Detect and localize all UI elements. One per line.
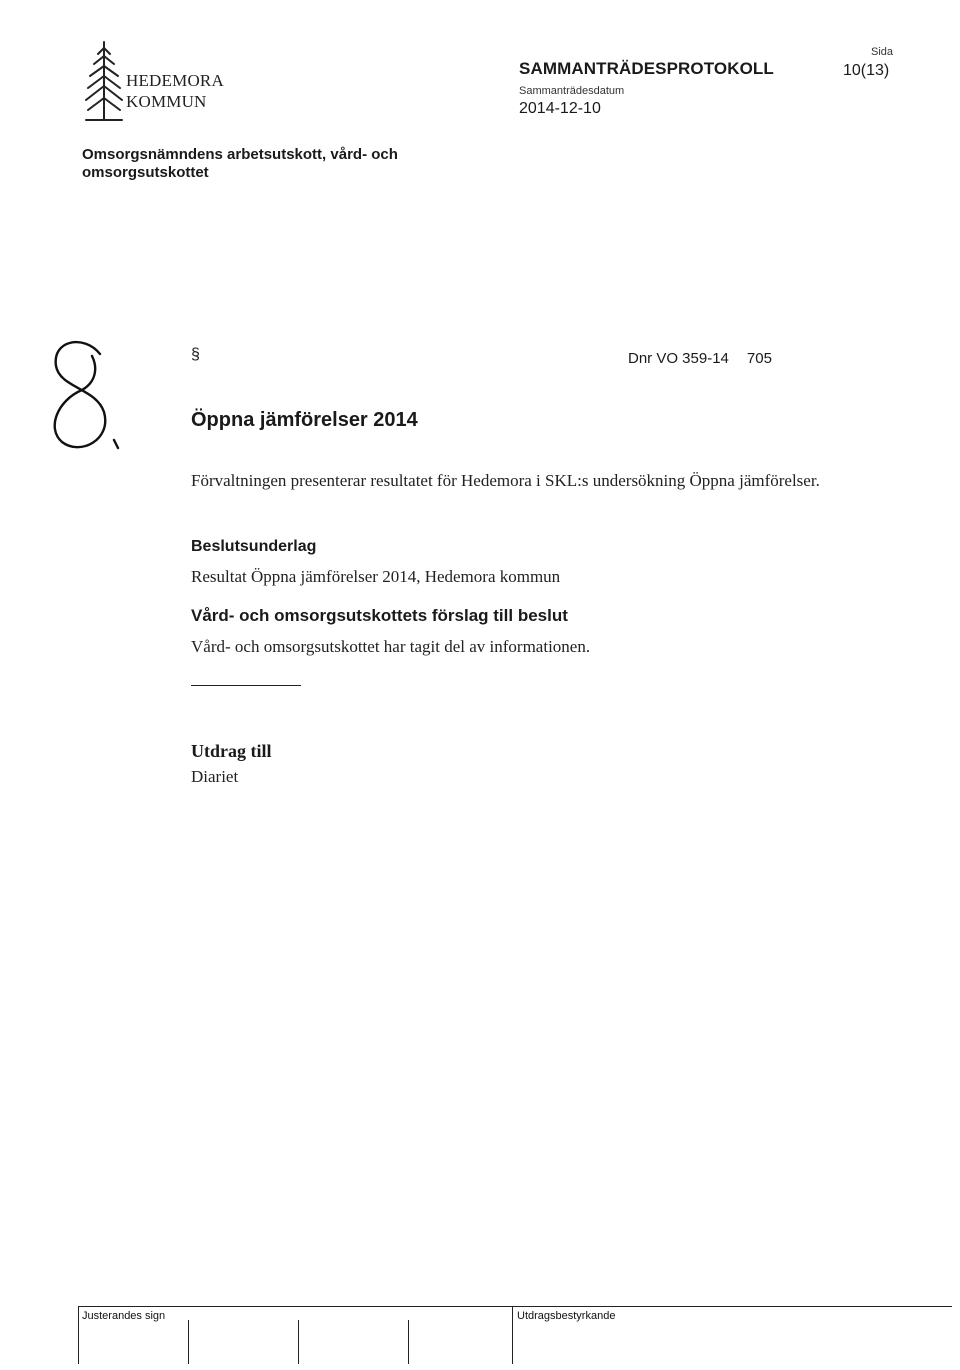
intro-text: Förvaltningen presenterar resultatet för Hedemora i SKL:s undersökning Öppna jämförelser. <box>191 471 820 490</box>
committee-name: Omsorgsnämndens arbetsutskott, vård- och omsorgsutskottet <box>82 146 398 181</box>
date-value: 2014-12-10 <box>519 100 601 117</box>
diary-number <box>628 350 772 367</box>
certify-label: Utdragsbestyrkande <box>517 1310 616 1322</box>
handwritten-number-icon <box>34 332 134 462</box>
footer-line <box>78 1306 952 1307</box>
dnr-label: Dnr VO 359-14 <box>628 350 729 367</box>
date-label: Sammanträdesdatum <box>519 85 625 97</box>
municipality-logo <box>82 38 242 124</box>
proposal-heading: Vård- och omsorgsutskottets förslag till beslut <box>191 606 568 625</box>
page-label: Sida <box>871 46 894 58</box>
justify-label: Justerandes sign <box>82 1310 166 1322</box>
footer-tick <box>408 1320 409 1364</box>
footer-tick <box>188 1320 189 1364</box>
extract-item: Diariet <box>191 767 239 786</box>
pine-tree-icon <box>82 38 126 124</box>
basis-heading: Beslutsunderlag <box>191 538 317 555</box>
dnr-code: 705 <box>746 350 772 367</box>
basis-text: Resultat Öppna jämförelser 2014, Hedemora kommun <box>191 567 561 586</box>
logo-text <box>126 70 224 112</box>
proposal-text: Vård- och omsorgsutskottet har tagit del av informationen. <box>191 637 591 656</box>
paragraph-symbol: § <box>191 346 200 363</box>
footer-box-divider <box>512 1306 513 1364</box>
section-title: Öppna jämförelser 2014 <box>191 409 418 431</box>
logo-line-2: KOMMUN <box>126 92 207 111</box>
divider <box>191 685 301 686</box>
document-type: SAMMANTRÄDESPROTOKOLL <box>519 59 774 78</box>
footer-box-left-edge <box>78 1306 79 1364</box>
logo-line-1: HEDEMORA <box>126 71 224 90</box>
footer-tick <box>298 1320 299 1364</box>
page-value: 10(13) <box>843 62 890 79</box>
extract-heading: Utdrag till <box>191 741 272 761</box>
